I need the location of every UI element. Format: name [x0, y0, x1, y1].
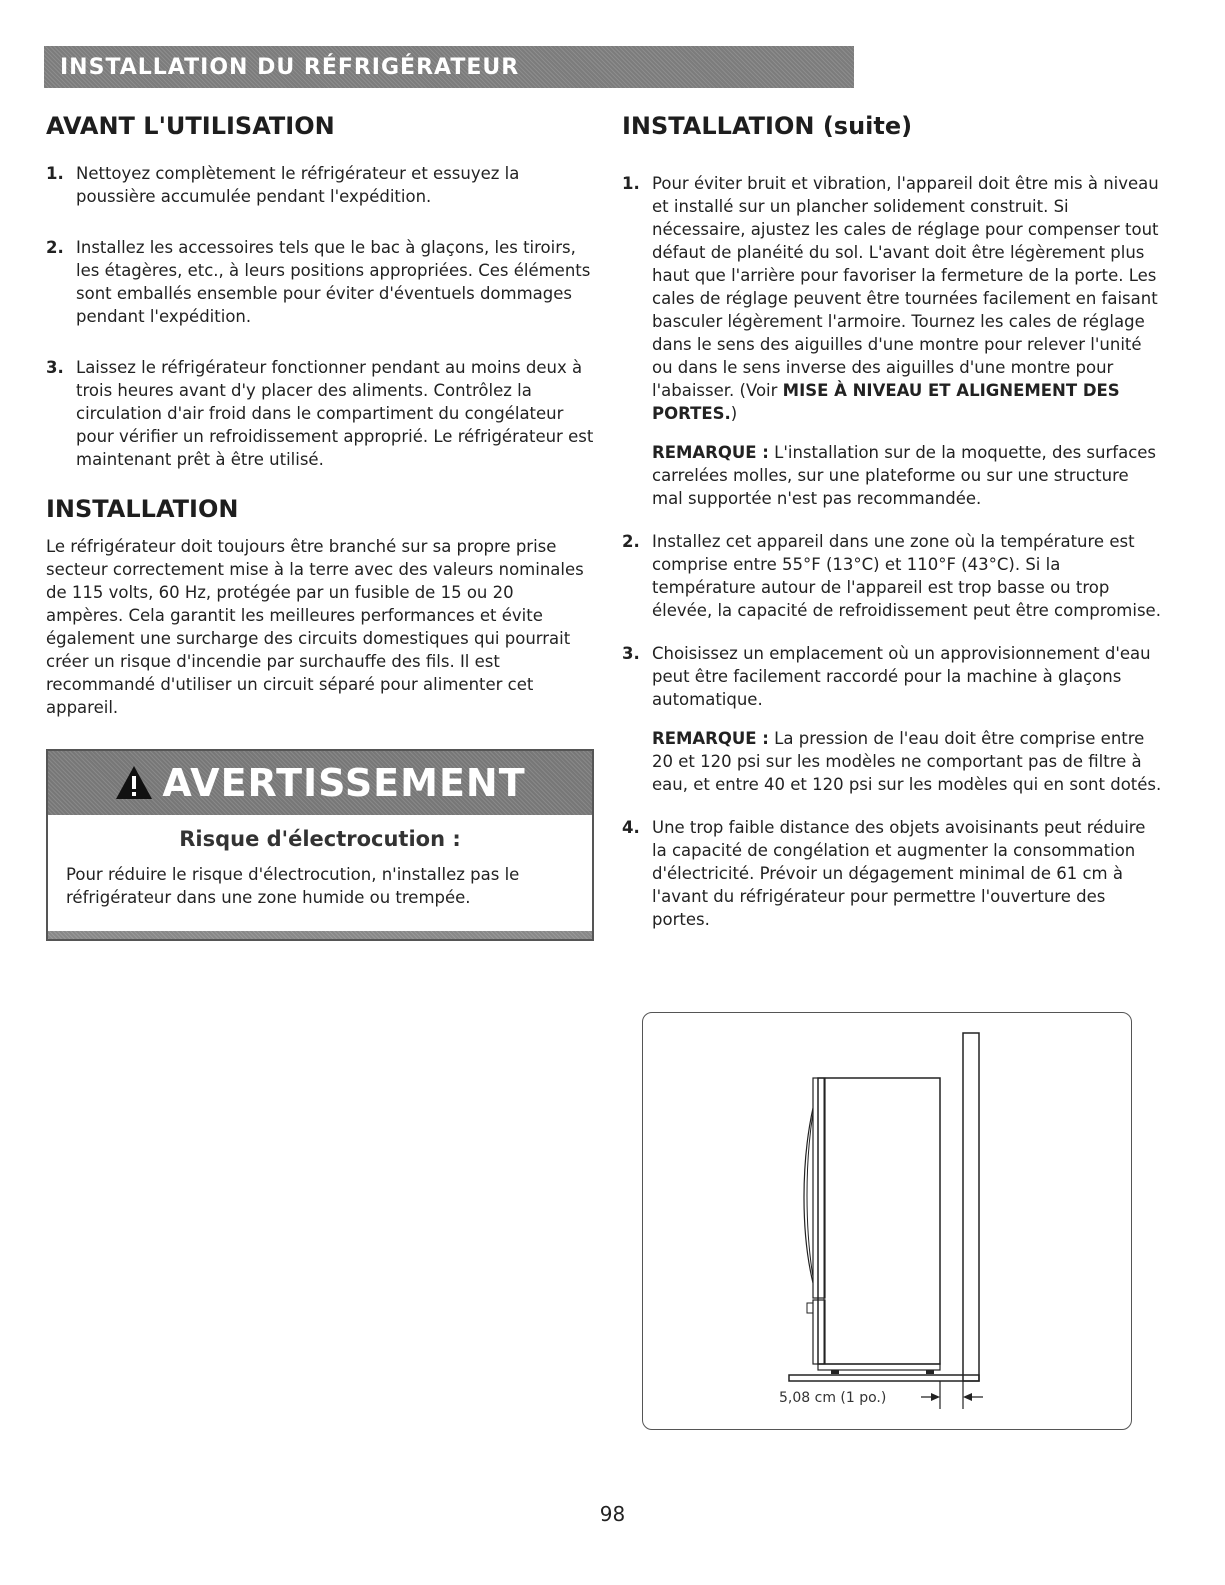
warning-text: Pour réduire le risque d'électrocution, n'installez pas le réfrigérateur dans une zone humide ou trempée.	[66, 865, 520, 907]
note	[652, 727, 1162, 796]
list-item	[622, 172, 1162, 510]
left-column	[46, 112, 594, 941]
item-number: 1.	[46, 164, 64, 183]
list-item	[622, 642, 1162, 796]
installation-paragraph: Le réfrigérateur doit toujours être branché sur sa propre prise secteur correctement mise à la terre avec des valeurs nominales de 115 volts, 60 Hz, protégée par un fusible de 15 ou 20 ampères. Cela garantit les meilleures performances et évite également une surcharge des circuits domestiques qui pourrait créer un risque d'incendie par surchauffe des fils. Il est recommandé d'utiliser un circuit séparé pour alimenter cet appareil.	[46, 537, 584, 717]
note	[652, 441, 1162, 510]
right-column	[622, 112, 1162, 931]
list-item	[46, 356, 594, 471]
warning-box	[46, 749, 594, 941]
note-text: La pression de l'eau doit être comprise entre 20 et 120 psi sur les modèles ne comportant pas de filtre à eau, et entre 40 et 120 psi sur les modèles qui en sont dotés.	[652, 729, 1162, 794]
page-number: 98	[599, 1502, 626, 1526]
item-text: Une trop faible distance des objets avoisinants peut réduire la capacité de congélation et augmenter la consommation d'électricité. Prévoir un dégagement minimal de 61 cm à l'avant du réfrigérateur pour permettre l'ouverture des portes.	[652, 818, 1146, 929]
note-label: REMARQUE :	[652, 443, 769, 462]
item-number: 1.	[622, 174, 640, 193]
item-number: 4.	[622, 818, 640, 837]
avant-utilisation-heading: AVANT L'UTILISATION	[46, 112, 335, 140]
item-text: Pour éviter bruit et vibration, l'appareil doit être mis à niveau et installé sur un plancher solidement construit. Si nécessaire, ajustez les cales de réglage pour compenser tout défaut de planéité du sol. L'avant doit être légèrement plus haut que l'arrière pour favoriser la fermeture de la porte. Les cales de réglage peuvent être tournées facilement en faisant basculer légèrement l'armoire. Tournez les cales de réglage dans le sens des aiguilles d'une montre pour relever l'unité ou dans le sens inverse des aiguilles d'une montre pour l'abaisser. (Voir	[652, 174, 1159, 400]
item-text: Laissez le réfrigérateur fonctionner pendant au moins deux à trois heures avant d'y placer des aliments. Contrôlez la circulation d'air froid dans le compartiment du congélateur pour vérifier un refroidissement approprié. Le réfrigérateur est maintenant prêt à être utilisé.	[76, 358, 594, 469]
refrigerator-clearance-illustration	[643, 1013, 1133, 1431]
item-number: 2.	[46, 238, 64, 257]
list-item	[46, 162, 594, 208]
warning-subtitle: Risque d'électrocution :	[179, 827, 461, 851]
warning-footer-bar	[48, 931, 592, 939]
item-text: Installez les accessoires tels que le bac à glaçons, les tiroirs, les étagères, etc., à leurs positions appropriées. Ces éléments sont emballés ensemble pour éviter d'éventuels dommages pendant l'expédition.	[76, 238, 591, 326]
item-text: Choisissez un emplacement où un approvisionnement d'eau peut être facilement raccordé pour la machine à glaçons automatique.	[652, 644, 1151, 709]
list-item	[622, 816, 1162, 931]
list-item	[622, 530, 1162, 622]
clearance-dimension-label: 5,08 cm (1 po.)	[779, 1390, 887, 1406]
warning-triangle-icon	[114, 763, 154, 803]
cross-reference: MISE À NIVEAU ET ALIGNEMENT DES PORTES.	[652, 381, 1120, 423]
warning-header	[48, 751, 592, 815]
item-number: 3.	[46, 358, 64, 377]
installation-suite-list	[622, 172, 1162, 931]
avant-utilisation-list	[46, 162, 594, 471]
installation-heading: INSTALLATION	[46, 495, 239, 523]
item-text: Installez cet appareil dans une zone où la température est comprise entre 55°F (13°C) et 110°F (43°C). Si la température autour de l'appareil est trop basse ou trop élevée, la capacité de refroidissement peut être compromise.	[652, 532, 1161, 620]
note-label: REMARQUE :	[652, 729, 769, 748]
section-header-title: INSTALLATION DU RÉFRIGÉRATEUR	[60, 54, 520, 80]
item-text: Nettoyez complètement le réfrigérateur et essuyez la poussière accumulée pendant l'expédition.	[76, 164, 520, 206]
installation-suite-heading: INSTALLATION (suite)	[622, 112, 913, 140]
item-text-end: )	[730, 404, 738, 423]
item-number: 3.	[622, 644, 640, 663]
item-number: 2.	[622, 532, 640, 551]
clearance-figure	[642, 1012, 1132, 1430]
section-header-bar	[44, 46, 854, 88]
warning-title: AVERTISSEMENT	[162, 761, 526, 805]
note-text: L'installation sur de la moquette, des surfaces carrelées molles, sur une plateforme ou sur une structure mal supportée n'est pas recommandée.	[652, 443, 1157, 508]
list-item	[46, 236, 594, 328]
